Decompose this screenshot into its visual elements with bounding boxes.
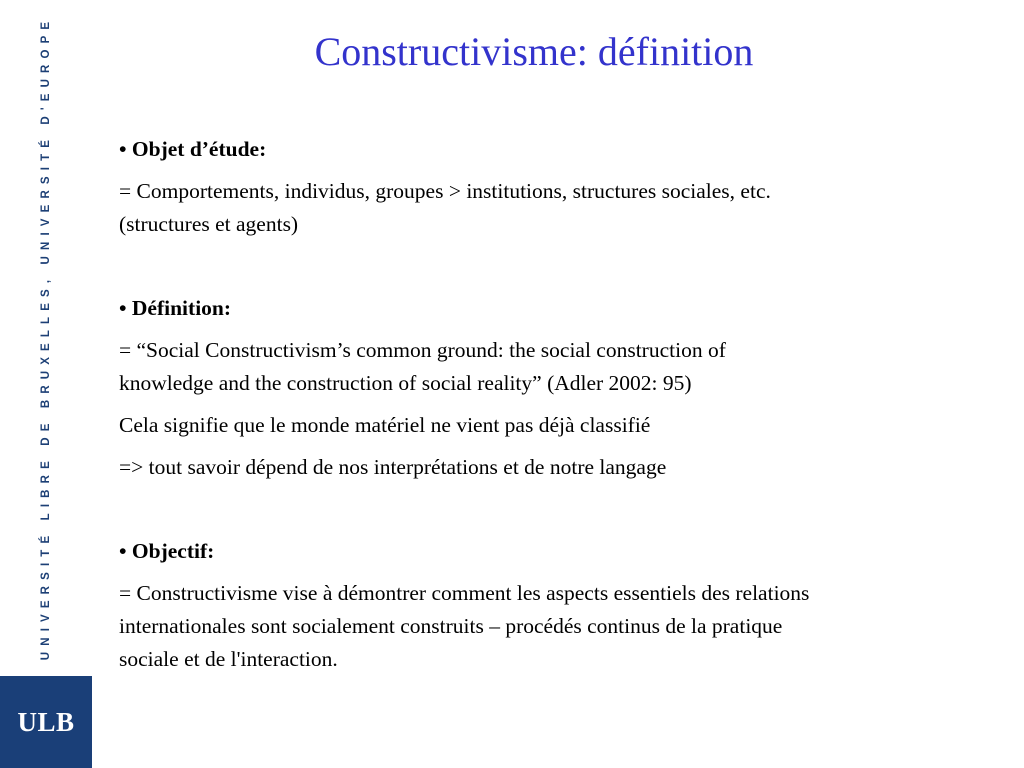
ulb-logo-text: ULB — [17, 706, 75, 737]
section-heading-definition: • Définition: — [119, 296, 232, 320]
objectif-line-2: internationales sont socialement construits – procédés continus de la pratique — [119, 614, 783, 638]
definition-sentence-1: Cela signifie que le monde matériel ne vient pas déjà classifié — [119, 413, 651, 437]
ulb-logo — [0, 676, 92, 768]
section-heading-objectif: • Objectif: — [119, 539, 215, 563]
definition-quote-line-2: knowledge and the construction of social reality” (Adler 2002: 95) — [119, 371, 692, 395]
section-heading-objet: • Objet d’étude: — [119, 137, 267, 161]
slide-title: Constructivisme: définition — [314, 29, 754, 74]
objectif-line-3: sociale et de l'interaction. — [119, 647, 338, 671]
slide-body — [119, 133, 1014, 676]
definition-sentence-2: => tout savoir dépend de nos interprétations et de notre langage — [119, 455, 667, 479]
objet-line-2: (structures et agents) — [119, 212, 299, 236]
university-name-vertical: UNIVERSITÉ LIBRE DE BRUXELLES, UNIVERSITÉ D'EUROPE — [40, 15, 52, 661]
objet-line-1: = Comportements, individus, groupes > institutions, structures sociales, etc. — [119, 179, 771, 203]
definition-quote-line-1: = “Social Constructivism’s common ground: the social construction of — [119, 338, 726, 362]
university-sidebar — [0, 0, 92, 768]
objectif-line-1: = Constructivisme vise à démontrer comment les aspects essentiels des relations — [119, 581, 810, 605]
